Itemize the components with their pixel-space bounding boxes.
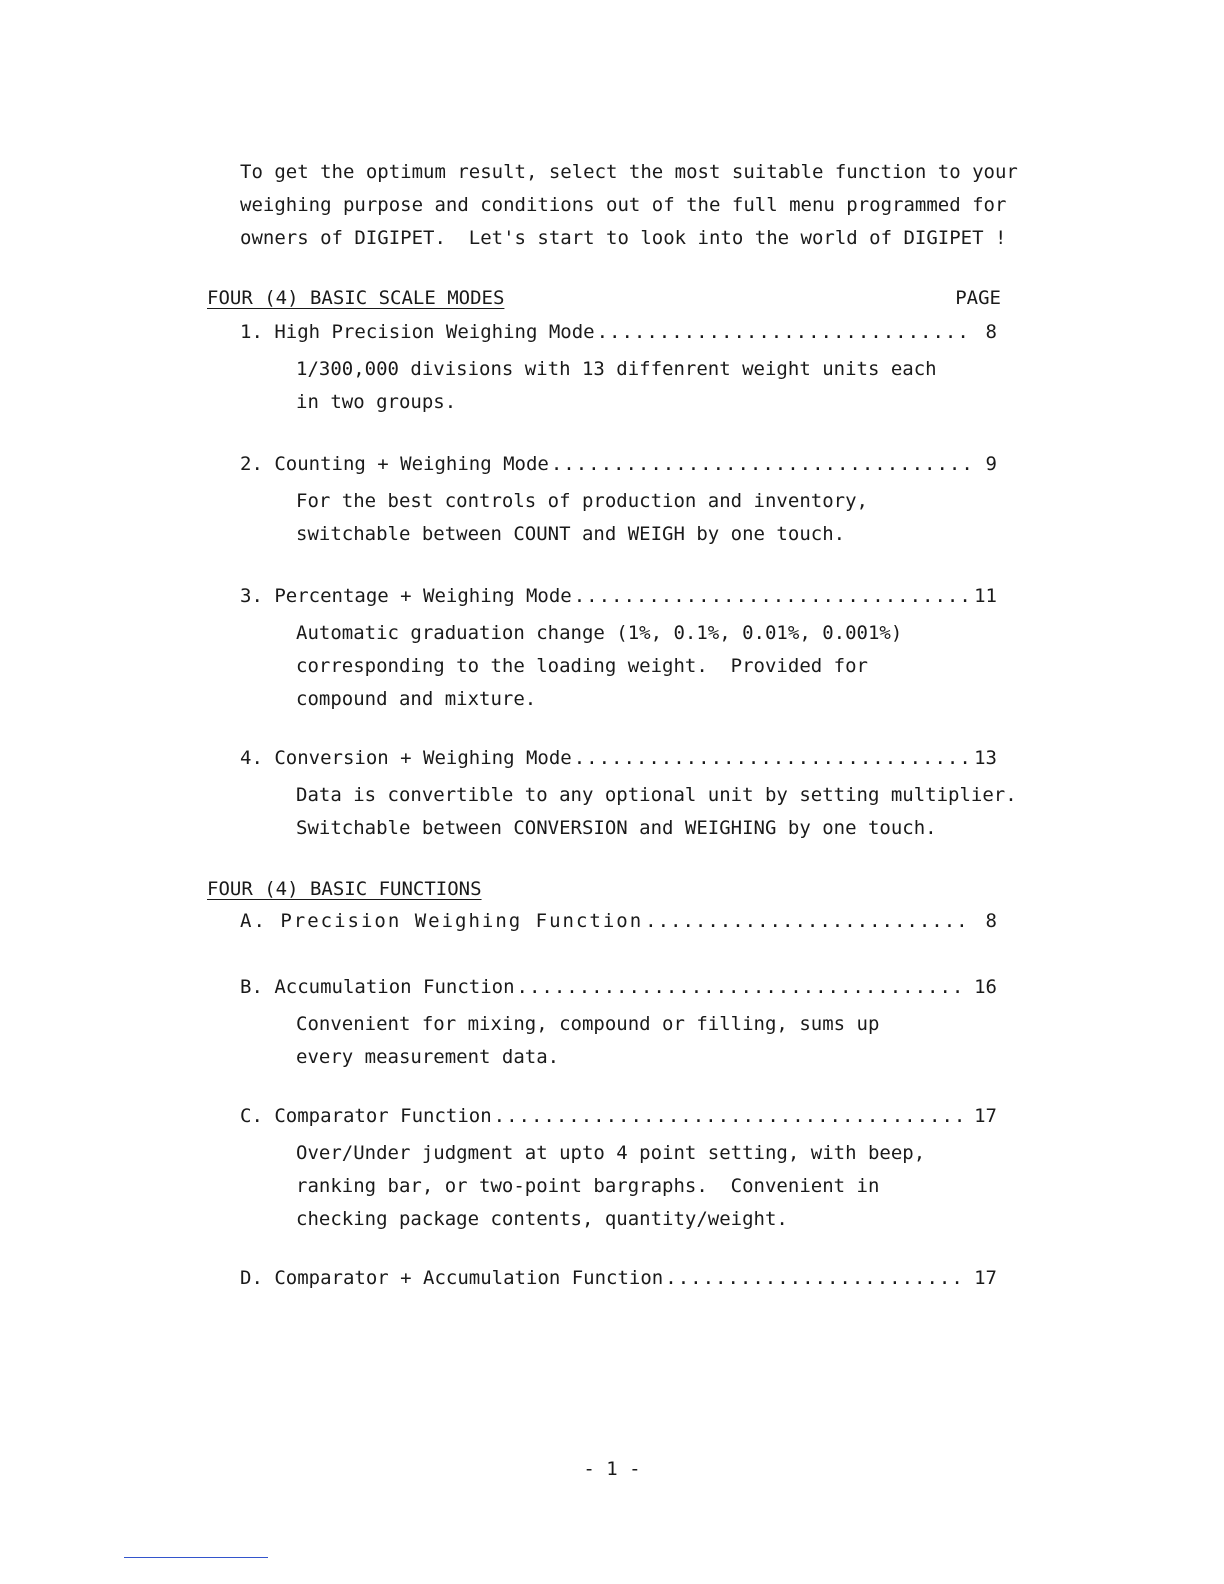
description-line: checking package contents, quantity/weight. (296, 1208, 788, 1230)
dot-leader (574, 747, 968, 769)
dot-leader (494, 1105, 968, 1127)
toc-entry-function-a (240, 910, 997, 938)
dot-leader (645, 910, 969, 932)
toc-entry-label: 3. Percentage + Weighing Mode (240, 585, 572, 607)
description-line: switchable between COUNT and WEIGH by one touch. (296, 523, 846, 545)
description-line: every measurement data. (296, 1046, 560, 1068)
toc-entry-line (240, 453, 997, 481)
toc-entry-page: 17 (974, 1105, 997, 1127)
intro-line: To get the optimum result, select the most suitable function to your (240, 161, 1018, 183)
functions-section-title: FOUR (4) BASIC FUNCTIONS (207, 878, 482, 900)
toc-entry-page: 9 (985, 453, 997, 475)
toc-entry-page: 17 (974, 1267, 997, 1289)
toc-entry-line (240, 585, 997, 613)
toc-entry-page: 13 (974, 747, 997, 769)
toc-entry-line (240, 1267, 997, 1295)
footer-rule (124, 1557, 268, 1558)
toc-entry-page: 11 (974, 585, 997, 607)
toc-entry-line (240, 321, 997, 349)
description-line: Automatic graduation change (1%, 0.1%, 0.01%, 0.001%) (296, 622, 903, 644)
dot-leader (665, 1267, 968, 1289)
description-line: Convenient for mixing, compound or filling, sums up (296, 1013, 880, 1035)
description-line: Switchable between CONVERSION and WEIGHING by one touch. (296, 817, 937, 839)
toc-entry-page: 8 (985, 321, 997, 343)
dot-leader (574, 585, 968, 607)
toc-entry-function-b (240, 976, 997, 1074)
toc-entry-label: 2. Counting + Weighing Mode (240, 453, 549, 475)
dot-leader (551, 453, 969, 475)
description-line: in two groups. (296, 391, 457, 413)
toc-entry-description (296, 1008, 997, 1074)
description-line: Over/Under judgment at upto 4 point setting, with beep, (296, 1142, 926, 1164)
toc-entry-description (296, 353, 997, 419)
toc-entry-line (240, 747, 997, 775)
toc-entry-description (296, 1137, 997, 1236)
toc-entry-line (240, 1105, 997, 1133)
toc-entry-label: C. Comparator Function (240, 1105, 492, 1127)
toc-entry-page: 16 (974, 976, 997, 998)
toc-entry-label: D. Comparator + Accumulation Function (240, 1267, 664, 1289)
toc-entry-label: A. Precision Weighing Function (240, 910, 644, 932)
dot-leader (517, 976, 969, 998)
page-column-header: PAGE (955, 287, 1001, 309)
description-line: compound and mixture. (296, 688, 537, 710)
dot-leader (597, 321, 969, 343)
toc-entry-description (296, 485, 997, 551)
toc-entry-description (296, 779, 1017, 845)
description-line: ranking bar, or two-point bargraphs. Convenient in (296, 1175, 880, 1197)
toc-entry-line (240, 910, 997, 938)
intro-line: weighing purpose and conditions out of the full menu programmed for (240, 194, 1007, 216)
toc-entry-function-c (240, 1105, 997, 1236)
description-line: For the best controls of production and inventory, (296, 490, 868, 512)
toc-entry-label: B. Accumulation Function (240, 976, 515, 998)
page-number: - 1 - (583, 1458, 641, 1480)
toc-entry-mode-4 (240, 747, 1017, 845)
toc-entry-page: 8 (985, 910, 997, 932)
toc-entry-label: 1. High Precision Weighing Mode (240, 321, 595, 343)
toc-entry-mode-3 (240, 585, 997, 716)
toc-entry-mode-2 (240, 453, 997, 551)
description-line: 1/300,000 divisions with 13 diffenrent weight units each (296, 358, 937, 380)
intro-line: owners of DIGIPET. Let's start to look into the world of DIGIPET ! (240, 227, 1007, 249)
intro-paragraph (240, 156, 1020, 255)
description-line: corresponding to the loading weight. Provided for (296, 655, 868, 677)
modes-section-title: FOUR (4) BASIC SCALE MODES (207, 287, 505, 309)
toc-entry-line (240, 976, 997, 1004)
toc-entry-label: 4. Conversion + Weighing Mode (240, 747, 572, 769)
toc-entry-function-d (240, 1267, 997, 1295)
description-line: Data is convertible to any optional unit by setting multiplier. (296, 784, 1017, 806)
toc-entry-description (296, 617, 997, 716)
toc-entry-mode-1 (240, 321, 997, 419)
modes-section-heading (207, 287, 1001, 315)
functions-section-heading (207, 878, 1001, 906)
